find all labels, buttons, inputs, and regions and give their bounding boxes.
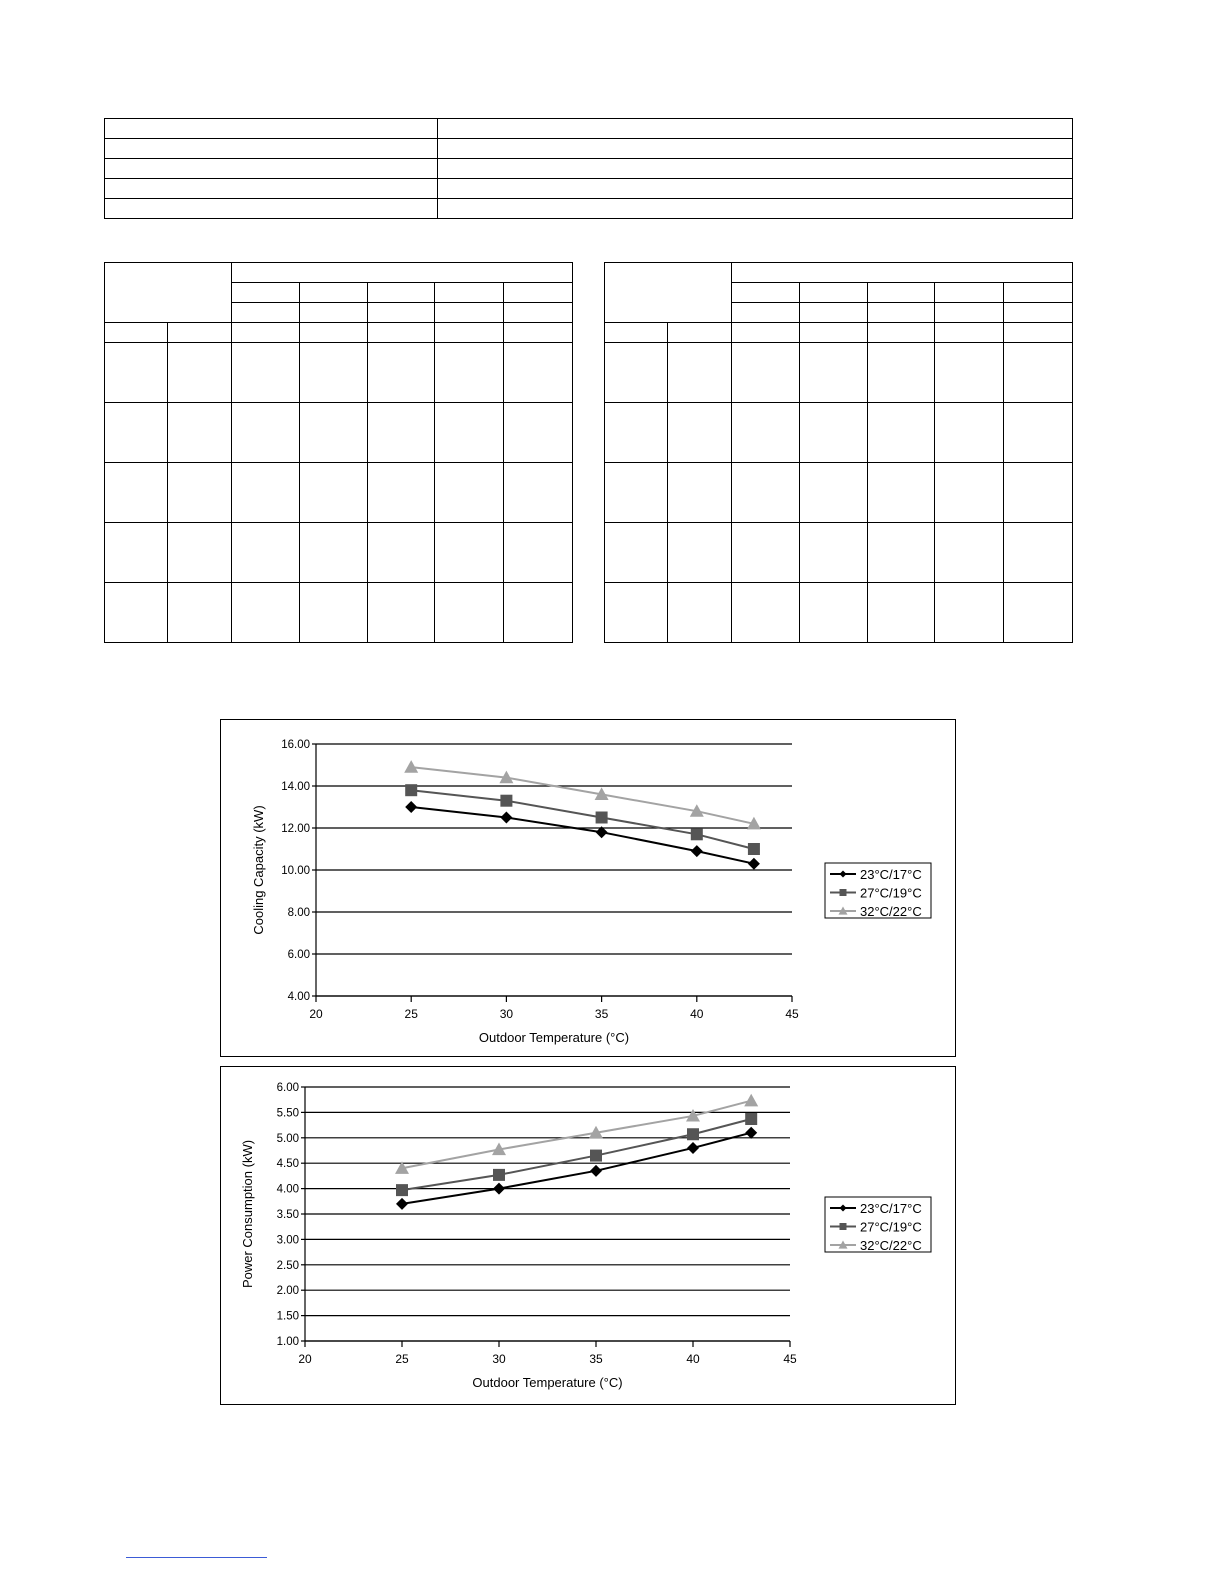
y-tick-label: 1.00	[276, 1336, 299, 1348]
y-tick-label: 3.50	[276, 1209, 299, 1221]
data-point	[590, 1165, 602, 1177]
data-point	[396, 1184, 408, 1196]
data-point	[596, 812, 608, 824]
data-point	[405, 784, 417, 796]
footer-rule	[126, 1557, 267, 1558]
y-tick-label: 1.50	[276, 1310, 299, 1323]
legend-marker	[840, 889, 847, 896]
table-header-row	[605, 263, 1073, 283]
data-point	[687, 1142, 699, 1154]
legend-label: 27°C/19°C	[860, 1219, 922, 1235]
power-consumption-chart	[220, 1066, 956, 1405]
data-point	[404, 760, 418, 773]
data-point	[493, 1183, 505, 1195]
data-point	[744, 1094, 758, 1107]
table-row	[105, 463, 573, 523]
data-point	[500, 812, 512, 824]
table-header-row	[605, 323, 1073, 343]
legend-label: 32°C/22°C	[860, 1238, 922, 1253]
legend-label: 23°C/17°C	[860, 1201, 922, 1216]
y-tick-label: 10.00	[281, 865, 310, 877]
summary-table	[104, 118, 1073, 219]
performance-table-left	[104, 262, 573, 643]
y-tick-label: 3.00	[276, 1234, 299, 1247]
y-tick-label: 4.00	[276, 1183, 299, 1196]
y-axis-label: Cooling Capacity (kW)	[251, 805, 266, 935]
data-point	[748, 858, 760, 870]
data-point	[500, 795, 512, 807]
table-row	[105, 199, 1073, 219]
table-header-row	[105, 323, 573, 343]
data-point	[691, 845, 703, 857]
y-tick-label: 14.00	[281, 781, 310, 793]
x-tick-label: 35	[589, 1352, 603, 1366]
cooling-capacity-chart-svg	[221, 720, 957, 1058]
table-header-row	[105, 263, 573, 283]
table-row	[105, 139, 1073, 159]
x-tick-label: 20	[309, 1007, 323, 1021]
x-tick-label: 30	[492, 1352, 506, 1366]
y-tick-label: 2.50	[276, 1259, 299, 1272]
table-row	[105, 119, 1073, 139]
y-tick-label: 5.50	[276, 1107, 299, 1120]
x-tick-label: 40	[686, 1352, 700, 1366]
table-row	[105, 523, 573, 583]
table-row	[105, 403, 573, 463]
table-row	[105, 179, 1073, 199]
y-tick-label: 5.00	[276, 1132, 299, 1145]
x-tick-label: 20	[298, 1352, 312, 1366]
data-point	[745, 1113, 757, 1125]
series-line	[402, 1133, 751, 1204]
performance-table-right	[604, 262, 1073, 643]
data-point	[396, 1198, 408, 1210]
y-tick-label: 4.50	[276, 1158, 299, 1171]
cooling-capacity-chart	[220, 719, 956, 1057]
legend-label: 27°C/19°C	[860, 885, 922, 901]
power-consumption-chart-svg	[221, 1067, 957, 1406]
data-point	[748, 843, 760, 855]
y-tick-label: 6.00	[287, 949, 310, 961]
table-row	[605, 403, 1073, 463]
x-tick-label: 30	[499, 1007, 514, 1021]
y-tick-label: 6.00	[276, 1082, 299, 1094]
x-axis-label: Outdoor Temperature (°C)	[472, 1375, 623, 1390]
x-axis-label: Outdoor Temperature (°C)	[478, 1030, 630, 1045]
data-point	[745, 1127, 757, 1139]
table-row	[105, 343, 573, 403]
data-point	[590, 1150, 602, 1162]
x-tick-label: 35	[594, 1007, 609, 1021]
data-point	[405, 801, 417, 813]
x-tick-label: 40	[690, 1007, 704, 1021]
table-row	[605, 583, 1073, 643]
legend-marker	[840, 1223, 847, 1230]
y-tick-label: 12.00	[281, 823, 310, 835]
x-tick-label: 25	[395, 1352, 409, 1366]
y-tick-label: 4.00	[287, 991, 310, 1003]
y-axis-label: Power Consumption (kW)	[240, 1139, 255, 1289]
table-row	[605, 523, 1073, 583]
data-point	[493, 1169, 505, 1181]
data-point	[687, 1128, 699, 1140]
y-tick-label: 16.00	[281, 739, 310, 751]
table-row	[105, 159, 1073, 179]
legend-label: 32°C/22°C	[860, 904, 922, 919]
y-tick-label: 8.00	[287, 907, 310, 919]
x-tick-label: 25	[404, 1007, 418, 1021]
table-row	[605, 463, 1073, 523]
x-tick-label: 45	[785, 1007, 799, 1021]
table-row	[105, 583, 573, 643]
y-tick-label: 2.00	[276, 1285, 299, 1298]
data-point	[691, 828, 703, 840]
table-row	[605, 343, 1073, 403]
x-tick-label: 45	[783, 1352, 797, 1366]
legend-label: 23°C/17°C	[860, 867, 922, 882]
